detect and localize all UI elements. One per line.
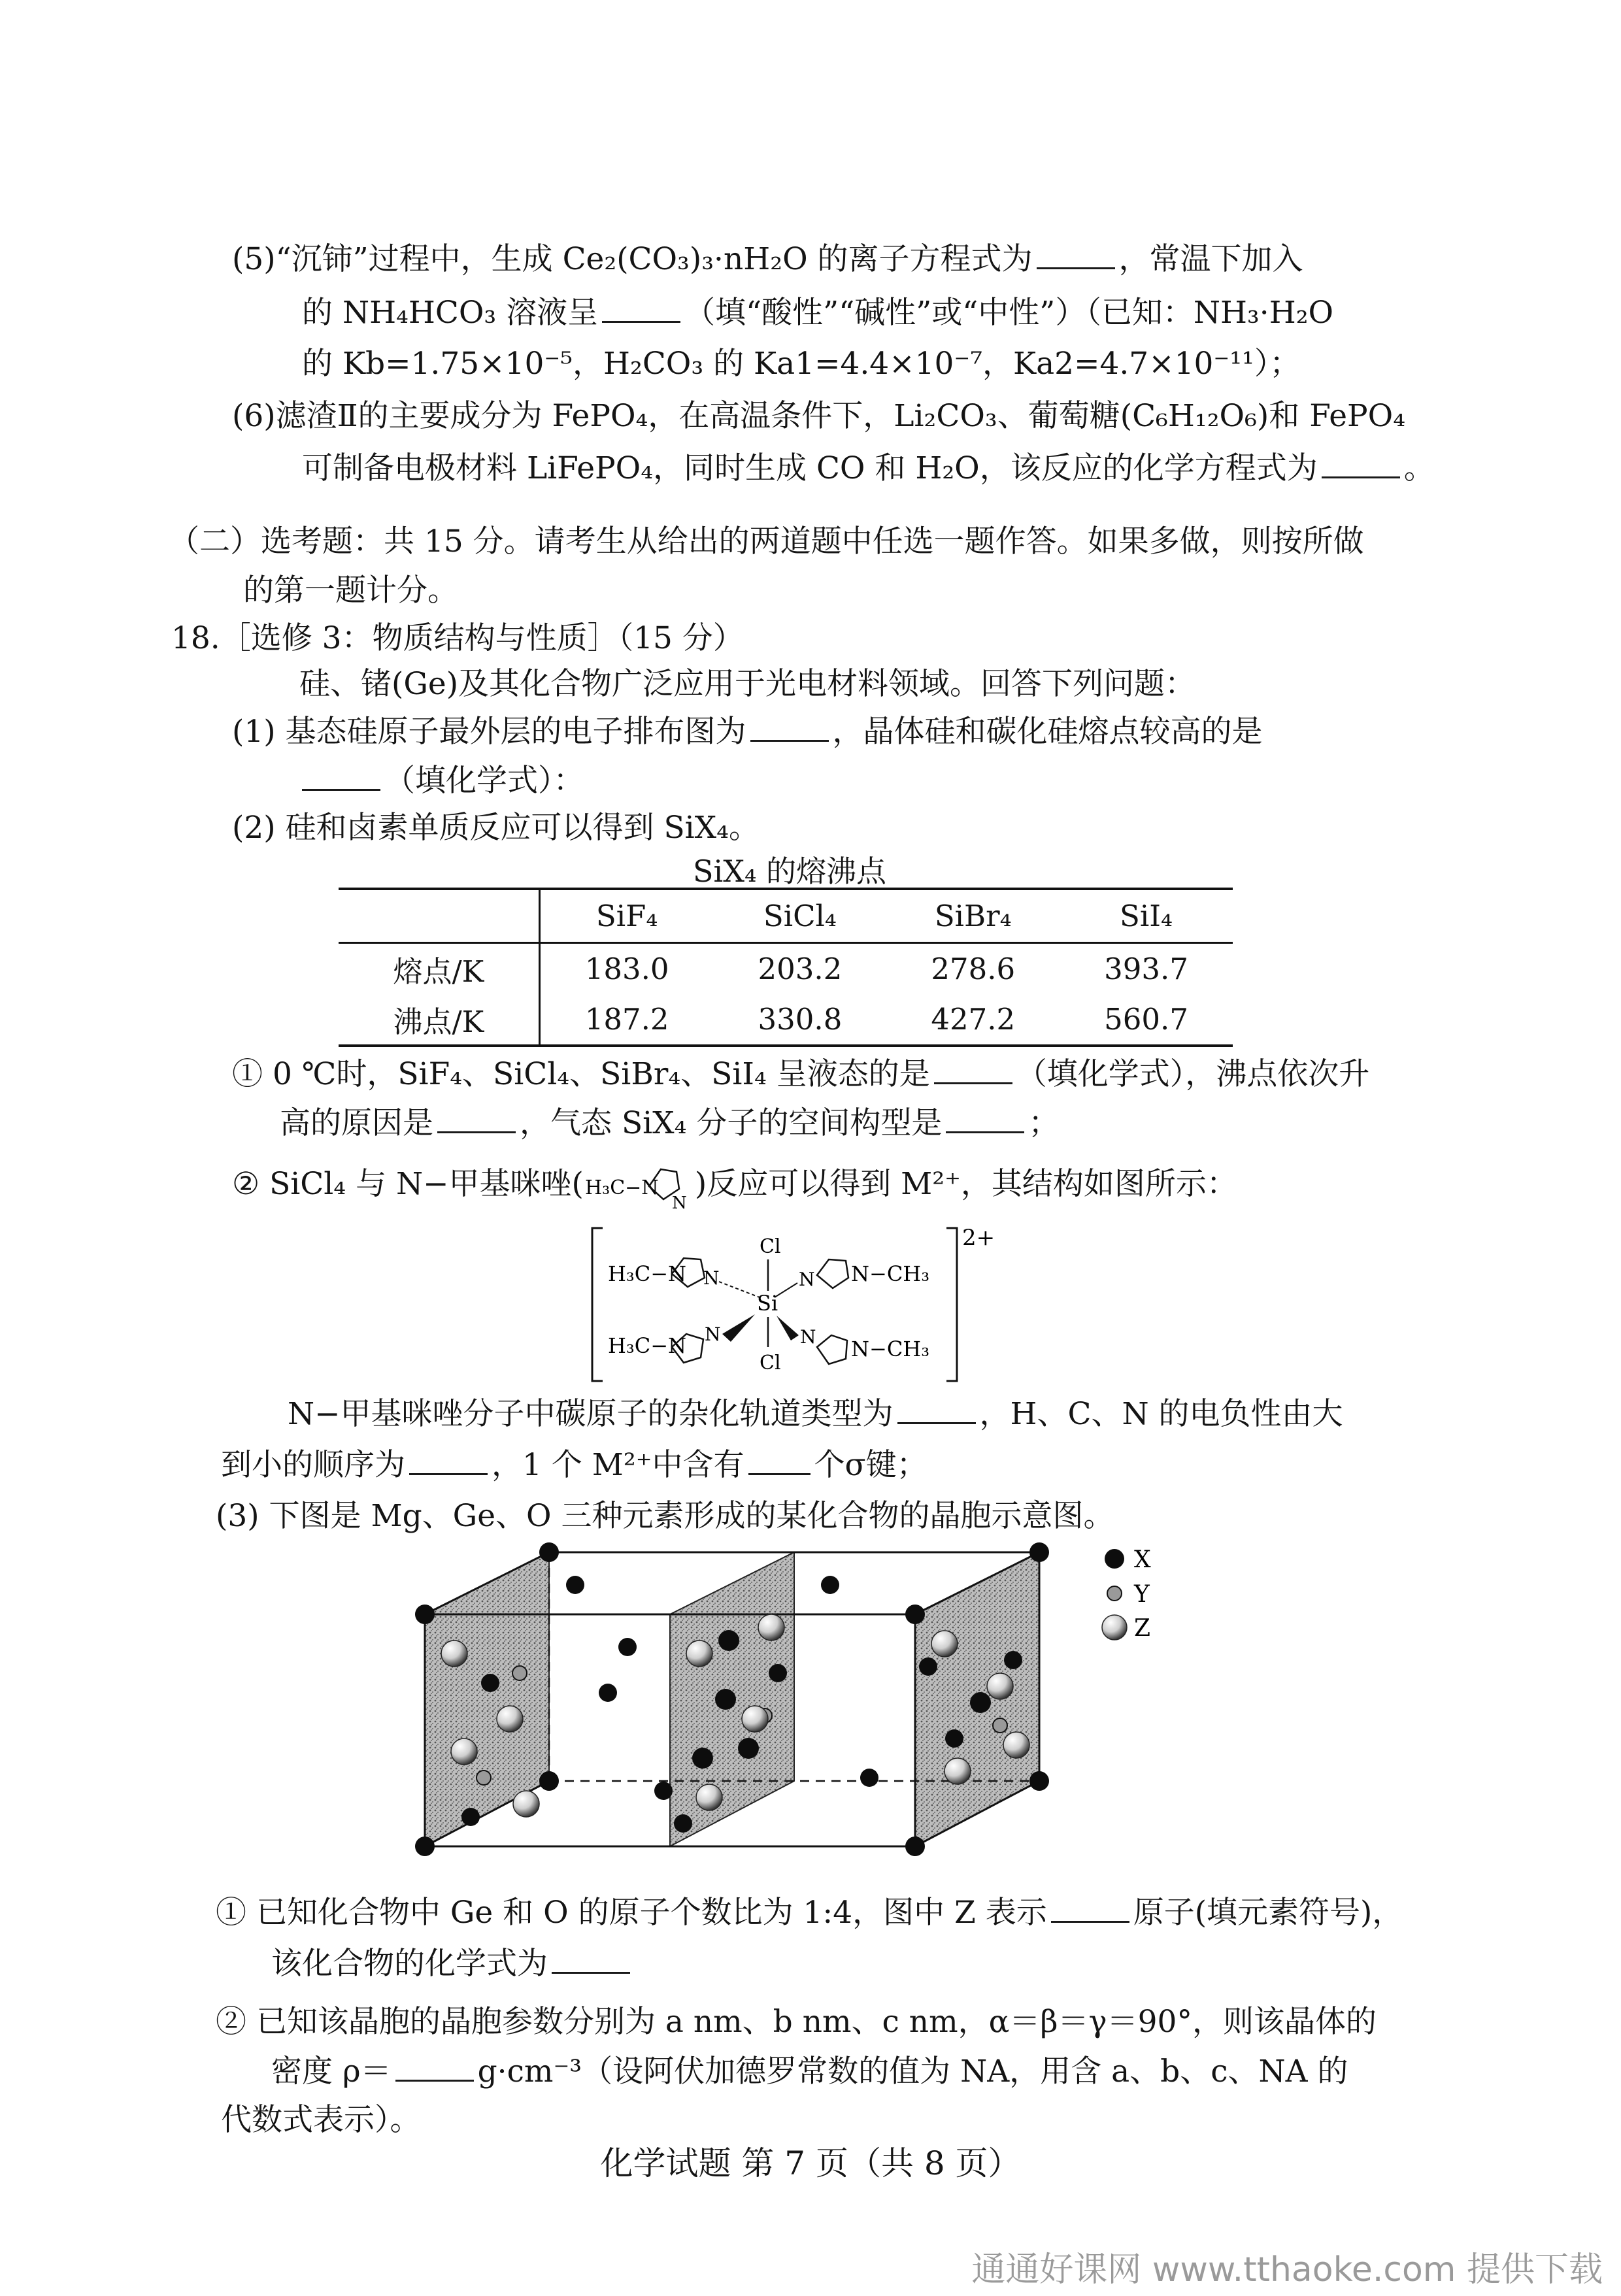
q18-part3-sub1-line1: ① 已知化合物中 Ge 和 O 的原子个数比为 1:4，图中 Z 表示 原子(填元素符号)， bbox=[216, 1895, 1403, 1931]
answer-blank[interactable] bbox=[302, 764, 380, 791]
legend-y-label: Y bbox=[1134, 1581, 1150, 1608]
cl-label: Cl bbox=[760, 1352, 781, 1374]
answer-blank[interactable] bbox=[437, 1106, 516, 1133]
q18-part1-line2: （填化学式）： bbox=[302, 757, 584, 805]
answer-blank[interactable] bbox=[750, 715, 829, 742]
n-label: N bbox=[703, 1267, 720, 1289]
legend-z-swatch bbox=[1102, 1615, 1127, 1640]
answer-blank[interactable] bbox=[1037, 242, 1115, 269]
legend-x-swatch bbox=[1105, 1549, 1124, 1569]
q18-part2-sub3-line1: N−甲基咪唑分子中碳原子的杂化轨道类型为 ，H、C、N 的电负性由大 bbox=[288, 1396, 1343, 1432]
answer-blank[interactable] bbox=[748, 1448, 811, 1475]
nch3-label: N−CH₃ bbox=[851, 1337, 930, 1361]
h3cn-label: H₃C−N bbox=[608, 1333, 687, 1358]
charge-label: 2+ bbox=[962, 1225, 995, 1251]
answer-blank[interactable] bbox=[897, 1397, 976, 1424]
section2-instructions-line1: （二）选考题：共 15 分。请考生从给出的两道题中任选一题作答。如果多做，则按所做 bbox=[169, 524, 1364, 559]
q18-part1-line1: (1) 基态硅原子最外层的电子排布图为 ，晶体硅和碳化硅熔点较高的是 bbox=[232, 714, 1263, 750]
table-col-header: SiBr₄ bbox=[934, 898, 1012, 933]
q17-part5-line2: 的 NH₄HCO₃ 溶液呈 （填“酸性”“碱性”或“中性”）（已知：NH₃·H₂O bbox=[302, 295, 1334, 331]
table-row-label: 熔点/K bbox=[339, 942, 539, 994]
table-cell: 560.7 bbox=[1104, 1001, 1188, 1037]
page-footer: 化学试题 第 7 页（共 8 页） bbox=[600, 2144, 1021, 2182]
q18-part3-sub2-line1: ② 已知该晶胞的晶胞参数分别为 a nm、b nm、c nm，α＝β＝γ＝90°，则该晶体的 bbox=[216, 2004, 1377, 2040]
q18-part2-sub2-line1: ② SiCl₄ 与 N−甲基咪唑( H₃C−N N )反应可以得到 M²⁺，其结构如图所示： bbox=[232, 1160, 1237, 1212]
table-col-header: SiI₄ bbox=[1120, 898, 1173, 933]
q17-part5-line1: (5)“沉铈”过程中，生成 Ce₂(CO₃)₃·nH₂O 的离子方程式为 ，常温下加入 bbox=[232, 241, 1303, 277]
answer-blank[interactable] bbox=[552, 1947, 630, 1974]
table-cell: 203.2 bbox=[758, 951, 843, 986]
table-col-header: SiF₄ bbox=[595, 898, 658, 933]
section2-instructions-line2: 的第一题计分。 bbox=[243, 573, 458, 608]
q18-part2-sub1-line1: ① 0 ℃时，SiF₄、SiCl₄、SiBr₄、SiI₄ 呈液态的是 （填化学式），沸点依次升 bbox=[232, 1056, 1370, 1092]
q18-part3-sub2-line3: 代数式表示）。 bbox=[221, 2102, 421, 2138]
h3cn-label: H₃C−N bbox=[608, 1261, 687, 1286]
n-label: N bbox=[671, 1193, 687, 1212]
n-label: N bbox=[799, 1269, 815, 1290]
answer-blank[interactable] bbox=[395, 2055, 474, 2082]
table-cell: 183.0 bbox=[584, 951, 669, 986]
table-cell: 427.2 bbox=[931, 1001, 1016, 1037]
answer-blank[interactable] bbox=[409, 1448, 488, 1475]
answer-blank[interactable] bbox=[602, 296, 680, 323]
h3cn-label: H₃C−N bbox=[584, 1176, 659, 1199]
q18-part2-sub3-line2: 到小的顺序为 ，1 个 M²⁺中含有 个σ键； bbox=[221, 1447, 927, 1483]
q17-part6-line1: (6)滤渣Ⅱ的主要成分为 FePO₄，在高温条件下，Li₂CO₃、葡萄糖(C₆H₁₂O₆)和 FePO₄ bbox=[232, 398, 1406, 434]
table-row bbox=[339, 994, 1233, 1044]
q18-header: 18.［选修 3：物质结构与性质］（15 分） bbox=[171, 620, 744, 656]
answer-blank[interactable] bbox=[1322, 452, 1400, 478]
q18-intro: 硅、锗(Ge)及其化合物广泛应用于光电材料领域。回答下列问题： bbox=[299, 666, 1196, 702]
cl-label: Cl bbox=[760, 1235, 781, 1258]
answer-blank[interactable] bbox=[934, 1057, 1012, 1084]
table-cell: 278.6 bbox=[931, 951, 1016, 986]
si-label: Si bbox=[757, 1291, 778, 1316]
crystal-unit-cell-diagram bbox=[392, 1542, 1242, 1876]
q18-part3-sub1-line2: 该化合物的化学式为 bbox=[271, 1940, 634, 1988]
answer-blank[interactable] bbox=[946, 1106, 1024, 1133]
table-cell: 393.7 bbox=[1104, 951, 1188, 986]
q18-part2-sub1-line2: 高的原因是 ，气态 SiX₄ 分子的空间构型是 ； bbox=[280, 1105, 1060, 1141]
table-row bbox=[339, 942, 1233, 994]
n-methylimidazole-structure-icon bbox=[584, 1160, 695, 1212]
q18-part3-sub2-line2: 密度 ρ＝ g·cm⁻³（设阿伏加德罗常数的值为 NA，用含 a、b、c、NA 的 bbox=[271, 2054, 1348, 2089]
legend-z-label: Z bbox=[1134, 1615, 1151, 1642]
nch3-label: N−CH₃ bbox=[851, 1261, 930, 1286]
q17-part6-line2: 可制备电极材料 LiFePO₄，同时生成 CO 和 H₂O，该反应的化学方程式为 。 bbox=[302, 450, 1435, 486]
m2-complex-structure-diagram bbox=[588, 1219, 1059, 1389]
q17-part5-line3: 的 Kb=1.75×10⁻⁵，H₂CO₃ 的 Ka1=4.4×10⁻⁷，Ka2=4.7×10⁻¹¹）； bbox=[302, 346, 1301, 382]
q18-part3-intro: (3) 下图是 Mg、Ge、O 三种元素形成的某化合物的晶胞示意图。 bbox=[216, 1498, 1114, 1534]
table-cell: 330.8 bbox=[758, 1001, 843, 1037]
n-label: N bbox=[705, 1323, 721, 1345]
table-caption: SiX₄ 的熔沸点 bbox=[693, 854, 887, 889]
table-row-label: 沸点/K bbox=[339, 994, 539, 1044]
sixx-properties-table bbox=[339, 888, 1233, 1047]
legend-x-label: X bbox=[1134, 1546, 1151, 1573]
table-col-header: SiCl₄ bbox=[763, 898, 837, 933]
n-label: N bbox=[800, 1326, 816, 1348]
legend-y-swatch bbox=[1107, 1586, 1122, 1601]
answer-blank[interactable] bbox=[1051, 1896, 1129, 1923]
watermark-text: 通通好课网 www.tthaoke.com 提供下载 bbox=[971, 2250, 1603, 2289]
q18-part2-intro: (2) 硅和卤素单质反应可以得到 SiX₄。 bbox=[232, 810, 760, 846]
table-cell: 187.2 bbox=[584, 1001, 669, 1037]
